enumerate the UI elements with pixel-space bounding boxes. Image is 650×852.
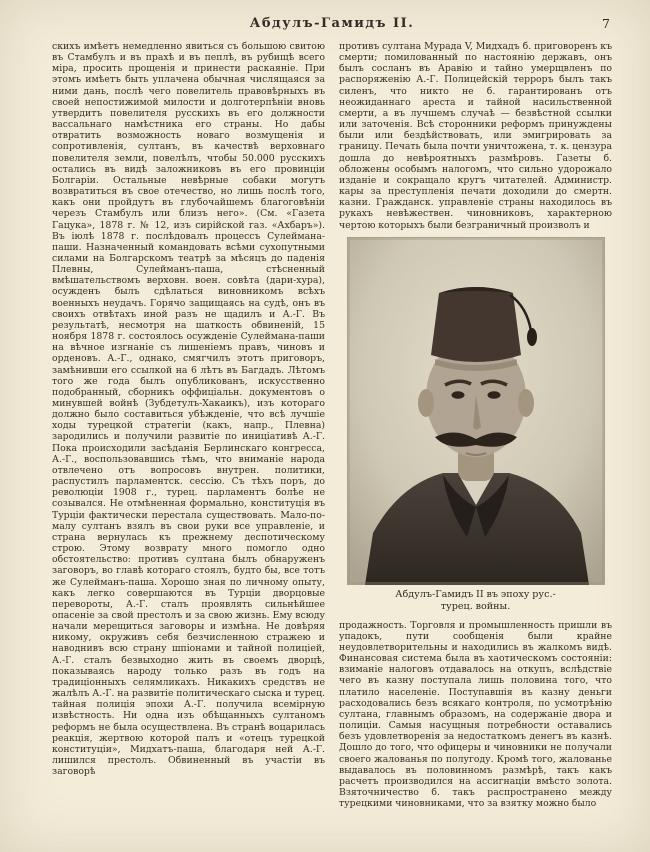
running-head	[52, 16, 612, 31]
left-column	[52, 41, 325, 809]
left-column-text: скихъ имѣетъ немедленно явиться съ большою свитою въ Стамбулъ и въ прахѣ и въ пеплѣ, въ рубищѣ всего міра, просить прощенія и принести раскаяніе. При этомъ имѣетъ быть уплачена обычная числящаяся за ними дань, послѣ чего повелитель правовѣрныхъ въ своей непостижимой милости и долготерпѣніи вновь утвердитъ повелителя русскихъ въ его должности вассальнаго намѣстника его страны. Но дабы отвратить возможность новаго возмущенія и сопротивленія, султанъ, въ качествѣ верховнаго повелителя земли, повелѣлъ, чтобы 50.000 русскихъ остались въ видѣ заложниковъ въ его провинціи Болгаріи. Остальные невѣрные собаки могутъ возвратиться въ свое отечество, но лишь послѣ того, какъ они пройдутъ въ глубочайшемъ благоговѣніи черезъ Стамбулъ или близъ него». (См. «Газета Гацука», 1878 г. № 12, изъ сирійской газ. «Ахбаръ»). Въ іюлѣ 1878 г. послѣдовалъ процессъ Сулеймана-паши. Назначенный командовать всѣми сухопутными силами на Болгарскомъ театрѣ за мѣсяцъ до паденія Плевны, Сулейманъ-паша, стѣсненный вмѣшательствомъ верховн. воен. совѣта (дари-хура), осужденъ былъ сдѣлаться виновникомъ всѣхъ военныхъ неудачъ. Горячо защищаясь на судѣ, онъ въ своихъ отвѣтахъ иной разъ не щадилъ и А.-Г. Въ результатѣ, несмотря на шаткость обвиненій, 15 ноября 1878 г. состоялось осужденіе Сулеймана-паши на вѣчное изгнаніе съ лишеніемъ правъ, чиновъ и орденовъ. А.-Г., однако, смягчилъ этотъ приговоръ, замѣнивши его ссылкой на 6 лѣтъ въ Багдадъ. Лѣтомъ того же года былъ опубликованъ, искусственно подобранный, сборникъ оффиціальн. документовъ о минувшей войнѣ (Зубдетулъ-Хакаикъ), изъ котораго должно было составиться убѣжденіе, что всѣ лучшіе ходы турецкой стратегіи (какъ, напр., Плевна) зародились и получили развитіе по иниціативѣ А.-Г. Пока происходили засѣданія Берлинскаго конгресса, А.-Г., воспользовавшись тѣмъ, что вниманіе народа отвлечено отъ вопросовъ внутрен. политики, распустилъ парламентск. сессію. Съ тѣхъ поръ, до революціи 1908 г., турец. парламентъ болѣе не созывался. Не отмѣненная формально, конституція въ Турціи фактически перестала существовать. Мало-по-малу султанъ взялъ въ свои руки все управленіе, и страна вернулась къ прежнему деспотическому строю. Этому возврату много помогло одно обстоятельство: противъ султана былъ обнаруженъ заговоръ, во главѣ котораго стоялъ, будто бы, все тотъ же Сулейманъ-паша. Хорошо зная по личному опыту, какъ легко совершаются въ Турціи дворцовые перевороты, А.-Г. сталъ проявлять сильнѣйшее опасеніе за свой престолъ и за свою жизнь. Ему всюду начали мерещиться заговоры и измѣна. Не довѣряя никому, окруживъ себя безчисленною стражею и наводнивъ всю страну шпіонами и тайной полиціей, А.-Г. сталъ безвыходно жить въ своемъ дворцѣ, показываясь народу только разъ въ годъ на традиціонныхъ селямликахъ. Никакихъ средствъ не жалѣлъ А.-Г. на развитіе политическаго сыска и турец. тайная полиція эпохи А.-Г. получила всемірную извѣстность. Ни одна изъ обѣщанныхъ султаномъ реформъ не была осуществлена. Въ странѣ воцарилась реакція, жертвою которой палъ и «отецъ турецкой конституціи», Мидхатъ-паша, благодаря ней А.-Г. лишился престолъ. Обвиненный въ участіи въ заговорѣ	[52, 41, 325, 778]
portrait-image	[347, 237, 605, 585]
page-number: 7	[602, 16, 610, 31]
figure-caption-line1: Абдулъ-Гамидъ II въ эпоху рус.-	[395, 588, 556, 600]
right-column-text-top: противъ султана Мурада V, Мидхадъ б. приговоренъ къ смерти; помилованный по настоянію державъ, онъ былъ сосланъ въ Аравію и тайно умерщвленъ по распоряженію А.-Г. Полицейскій терроръ былъ такъ силенъ, что никто не б. гарантированъ отъ неожиданнаго ареста и тайной насильственной смерти, а въ лучшемъ случаѣ — безвѣстной ссылки или заточенія. Всѣ сторонники реформъ принуждены были или бездѣйствовать, или эмигрировать за границу. Печать была почти уничтожена, т. к. цензура дошла до невѣроятныхъ размѣровъ. Газеты б. обложены особымъ налогомъ, что сильно удорожало изданіе и сокращало кругъ читателей. Администр. кары за преступленія печати доходили до смертн. казни. Гражданск. управленіе страны находилось въ рукахъ невѣжествен. чиновниковъ, характерною чертою которыхъ были безграничный произволъ и	[339, 41, 612, 231]
right-column	[339, 41, 612, 809]
page-title: Абдулъ-Гамидъ II.	[249, 16, 415, 31]
two-column-layout	[52, 41, 612, 809]
figure-caption-line2: турец. войны.	[440, 600, 511, 612]
right-column-text-bottom: продажность. Торговля и промышленность пришли въ упадокъ, пути сообщенія были крайне неудовлетворительны и находились въ жалкомъ видѣ. Финансовая система была въ хаотическомъ состояніи: взиманіе налоговъ отдавалось на откупъ, вслѣдствіе чего въ казну поступала лишь половина того, что платило населеніе. Поступавшія въ казну деньги расходовались безъ всякаго контроля, по усмотрѣнію султана, главнымъ образомъ, на содержаніе двора и полиціи. Самыя насущныя потребности оставались безъ удовлетворенія за недостаткомъ денегъ въ казнѣ. Дошло до того, что офицеры и чиновники не получали своего жалованья по полугоду. Кромѣ того, жалованье выдавалось въ половинномъ размѣрѣ, такъ какъ расчетъ производился на ассигнаціи вмѣсто золота. Взяточничество б. такъ распространено между турецкими чиновниками, что за взятку можно было	[339, 619, 612, 810]
figure-caption	[339, 589, 612, 613]
portrait-figure	[339, 237, 612, 585]
